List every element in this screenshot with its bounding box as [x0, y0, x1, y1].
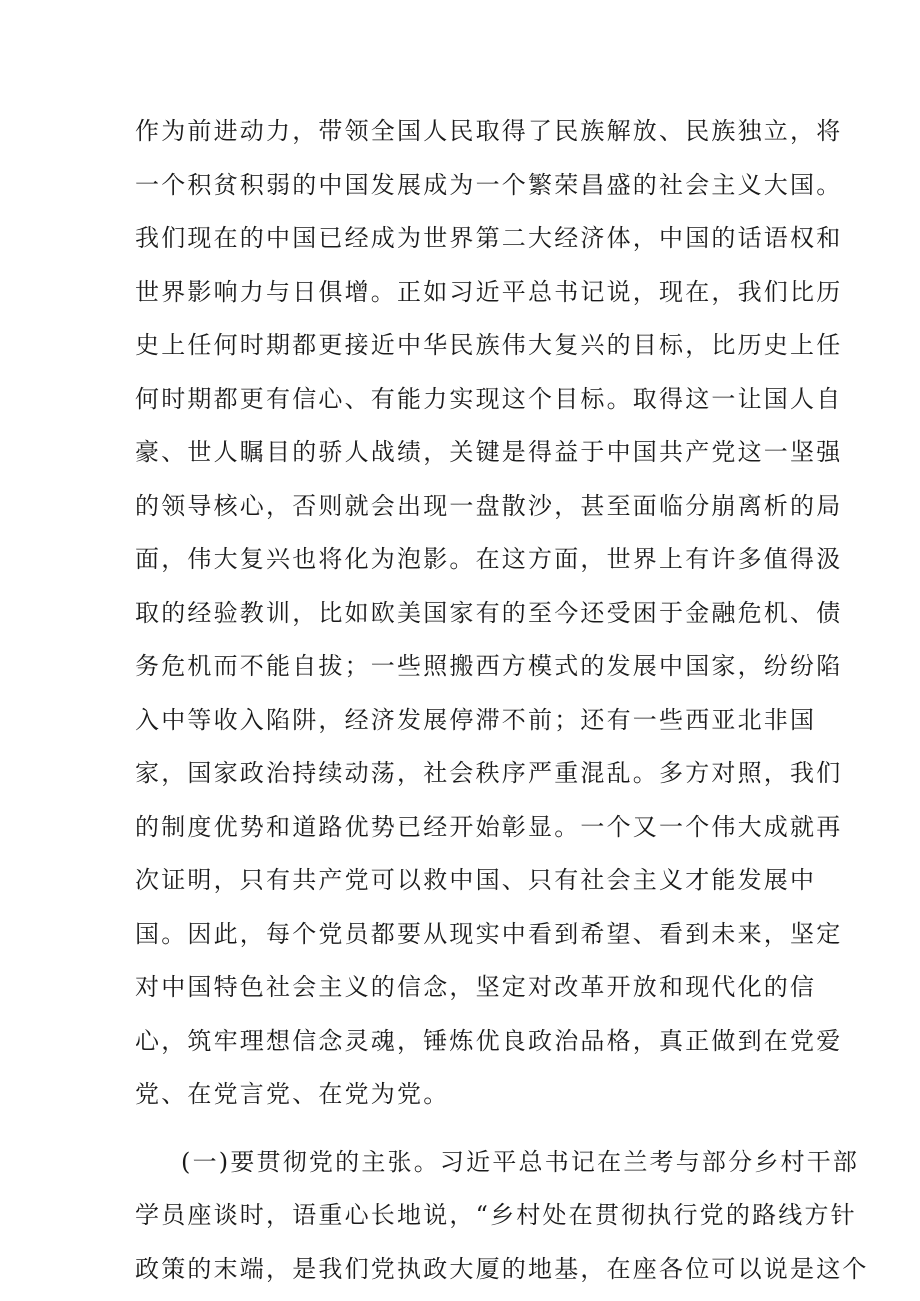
text-line: 心，筑牢理想信念灵魂，锤炼优良政治品格，真正做到在党爱	[135, 1026, 843, 1055]
text-line: 面，伟大复兴也将化为泡影。在这方面，世界上有许多值得汲	[135, 545, 843, 573]
text-line: 史上任何时期都更接近中华民族伟大复兴的目标，比历史上任	[135, 331, 843, 359]
text-line: 党、在党言党、在党为党。	[135, 1080, 450, 1108]
text-line: 我们现在的中国已经成为世界第二大经济体，中国的话语权和	[135, 224, 843, 252]
paragraph-2	[135, 1136, 869, 1297]
text-line: 入中等收入陷阱，经济发展停滞不前；还有一些西亚北非国	[135, 705, 817, 734]
text-line: 国。因此，每个党员都要从现实中看到希望、看到未来，坚定	[135, 919, 843, 948]
document-body	[135, 105, 869, 1296]
text-line: 世界影响力与日俱增。正如习近平总书记说，现在，我们比历	[135, 277, 843, 306]
text-line: 的制度优势和道路优势已经开始彰显。一个又一个伟大成就再	[135, 812, 843, 841]
text-line: 对中国特色社会主义的信念，坚定对改革开放和现代化的信	[135, 973, 817, 1001]
text-line-indented: (一)要贯彻党的主张。习近平总书记在兰考与部分乡村干部	[181, 1147, 860, 1176]
text-line: 豪、世人瞩目的骄人战绩，关键是得益于中国共产党这一坚强	[135, 438, 843, 466]
text-line: 取的经验教训，比如欧美国家有的至今还受困于金融危机、债	[135, 598, 843, 627]
paragraph-1	[135, 105, 843, 1122]
text-line: 作为前进动力，带领全国人民取得了民族解放、民族独立，将	[135, 117, 843, 145]
text-line: 次证明，只有共产党可以救中国、只有社会主义才能发展中	[135, 866, 817, 894]
text-line: 家，国家政治持续动荡，社会秩序严重混乱。多方对照，我们	[135, 759, 843, 787]
text-line: 的领导核心，否则就会出现一盘散沙，甚至面临分崩离析的局	[135, 491, 843, 520]
text-line: 何时期都更有信心、有能力实现这个目标。取得这一让国人自	[135, 384, 843, 413]
text-line: 学员座谈时，语重心长地说，“乡村处在贯彻执行党的路线方针	[135, 1201, 857, 1229]
text-line: 务危机而不能自拔；一些照搬西方模式的发展中国家，纷纷陷	[135, 652, 843, 680]
text-line: 一个积贫积弱的中国发展成为一个繁荣昌盛的社会主义大国。	[135, 170, 843, 199]
text-line: 政策的末端，是我们党执政大厦的地基，在座各位可以说是这个	[135, 1254, 869, 1283]
